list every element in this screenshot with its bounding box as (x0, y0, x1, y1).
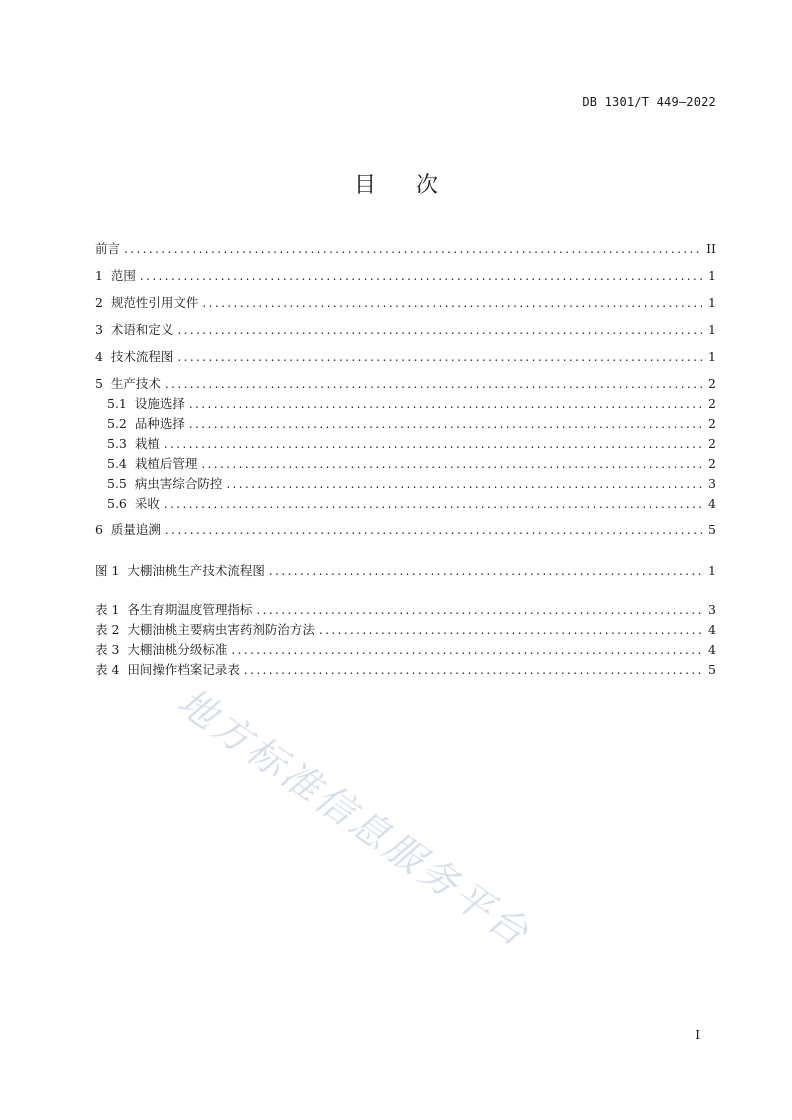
page-number: I (695, 1028, 700, 1042)
toc-page: 2 (708, 396, 716, 411)
toc-page: 5 (708, 522, 716, 537)
toc-page: 4 (708, 642, 716, 657)
toc-page: 2 (708, 436, 716, 451)
leader-dots (244, 661, 702, 679)
toc-label: 大棚油桃主要病虫害药剂防治方法 (127, 622, 315, 637)
toc-num: 5 (95, 376, 111, 391)
leader-dots (177, 348, 702, 366)
document-code: DB 1301/T 449—2022 (582, 95, 716, 109)
toc-label: 采收 (134, 496, 160, 511)
toc-num: 1 (95, 268, 111, 283)
toc-label: 病虫害综合防控 (134, 476, 223, 491)
toc-num: 表 3 (95, 642, 128, 657)
toc-num: 5.3 (107, 436, 135, 451)
toc-num: 5.1 (107, 396, 135, 411)
leader-dots (202, 294, 702, 312)
toc-page: 4 (708, 622, 716, 637)
toc-page: 2 (708, 416, 716, 431)
leader-dots (165, 375, 702, 393)
leader-dots (140, 267, 702, 285)
toc-page: II (706, 241, 716, 256)
toc-num: 图 1 (95, 563, 128, 578)
toc-label: 技术流程图 (110, 349, 174, 364)
toc-label: 规范性引用文件 (110, 295, 199, 310)
toc-page: 4 (708, 496, 716, 511)
leader-dots (226, 475, 702, 493)
toc-label: 栽植后管理 (134, 456, 198, 471)
leader-dots (319, 621, 702, 639)
leader-dots (189, 395, 702, 413)
toc-entry-production[interactable] (95, 375, 716, 393)
toc-page: 3 (708, 476, 716, 491)
toc-entry-normative-references[interactable] (95, 294, 716, 312)
leader-dots (201, 455, 702, 473)
toc-entry-foreword[interactable] (95, 240, 716, 258)
toc-entry-terms[interactable] (95, 321, 716, 339)
toc-entry-5-2[interactable] (107, 415, 716, 433)
toc-page: 2 (708, 456, 716, 471)
toc-page: 3 (708, 602, 716, 617)
toc-label: 大棚油桃分级标准 (127, 642, 228, 657)
toc-table-4[interactable] (95, 661, 716, 679)
toc-entry-5-4[interactable] (107, 455, 716, 473)
toc-label: 范围 (110, 268, 136, 283)
toc-num: 3 (95, 322, 111, 337)
toc-label: 各生育期温度管理指标 (127, 602, 253, 617)
toc-num: 6 (95, 522, 111, 537)
toc-entry-flowchart[interactable] (95, 348, 716, 366)
toc-num: 2 (95, 295, 111, 310)
toc-num: 表 1 (95, 602, 128, 617)
toc-label: 品种选择 (134, 416, 185, 431)
toc-page: 1 (708, 322, 716, 337)
toc-num: 5.6 (107, 496, 135, 511)
toc-label: 生产技术 (110, 376, 161, 391)
leader-dots (164, 435, 702, 453)
toc-table-3[interactable] (95, 641, 716, 659)
leader-dots (177, 321, 702, 339)
toc-entry-5-5[interactable] (107, 475, 716, 493)
toc-label: 质量追溯 (110, 522, 161, 537)
toc-label: 栽植 (134, 436, 160, 451)
toc-label: 田间操作档案记录表 (127, 662, 240, 677)
toc-num: 表 2 (95, 622, 128, 637)
toc-page: 1 (708, 295, 716, 310)
leader-dots (256, 601, 702, 619)
leader-dots (124, 240, 702, 258)
leader-dots (269, 562, 702, 580)
watermark: 地方标准信息服务平台 (169, 679, 539, 957)
toc-entry-scope[interactable] (95, 267, 716, 285)
toc-table-2[interactable] (95, 621, 716, 639)
toc-entry-5-1[interactable] (107, 395, 716, 413)
toc-page: 1 (708, 349, 716, 364)
leader-dots (231, 641, 702, 659)
toc-num: 表 4 (95, 662, 128, 677)
toc-entry-5-3[interactable] (107, 435, 716, 453)
toc-page: 1 (708, 563, 716, 578)
toc-page: 2 (708, 376, 716, 391)
toc-num: 5.4 (107, 456, 135, 471)
toc-num: 5.5 (107, 476, 135, 491)
toc-entry-5-6[interactable] (107, 495, 716, 513)
toc-num: 5.2 (107, 416, 135, 431)
toc-figure-1[interactable] (95, 562, 716, 580)
toc-table-1[interactable] (95, 601, 716, 619)
toc-label: 前言 (95, 241, 121, 256)
toc-num: 4 (95, 349, 111, 364)
leader-dots (164, 495, 702, 513)
page-title: 目次 (353, 173, 478, 198)
toc-label: 设施选择 (134, 396, 185, 411)
leader-dots (189, 415, 702, 433)
toc-page: 5 (708, 662, 716, 677)
toc-entry-traceability[interactable] (95, 521, 716, 539)
toc-label: 大棚油桃生产技术流程图 (127, 563, 265, 578)
toc-label: 术语和定义 (110, 322, 174, 337)
leader-dots (165, 521, 702, 539)
toc-page: 1 (708, 268, 716, 283)
